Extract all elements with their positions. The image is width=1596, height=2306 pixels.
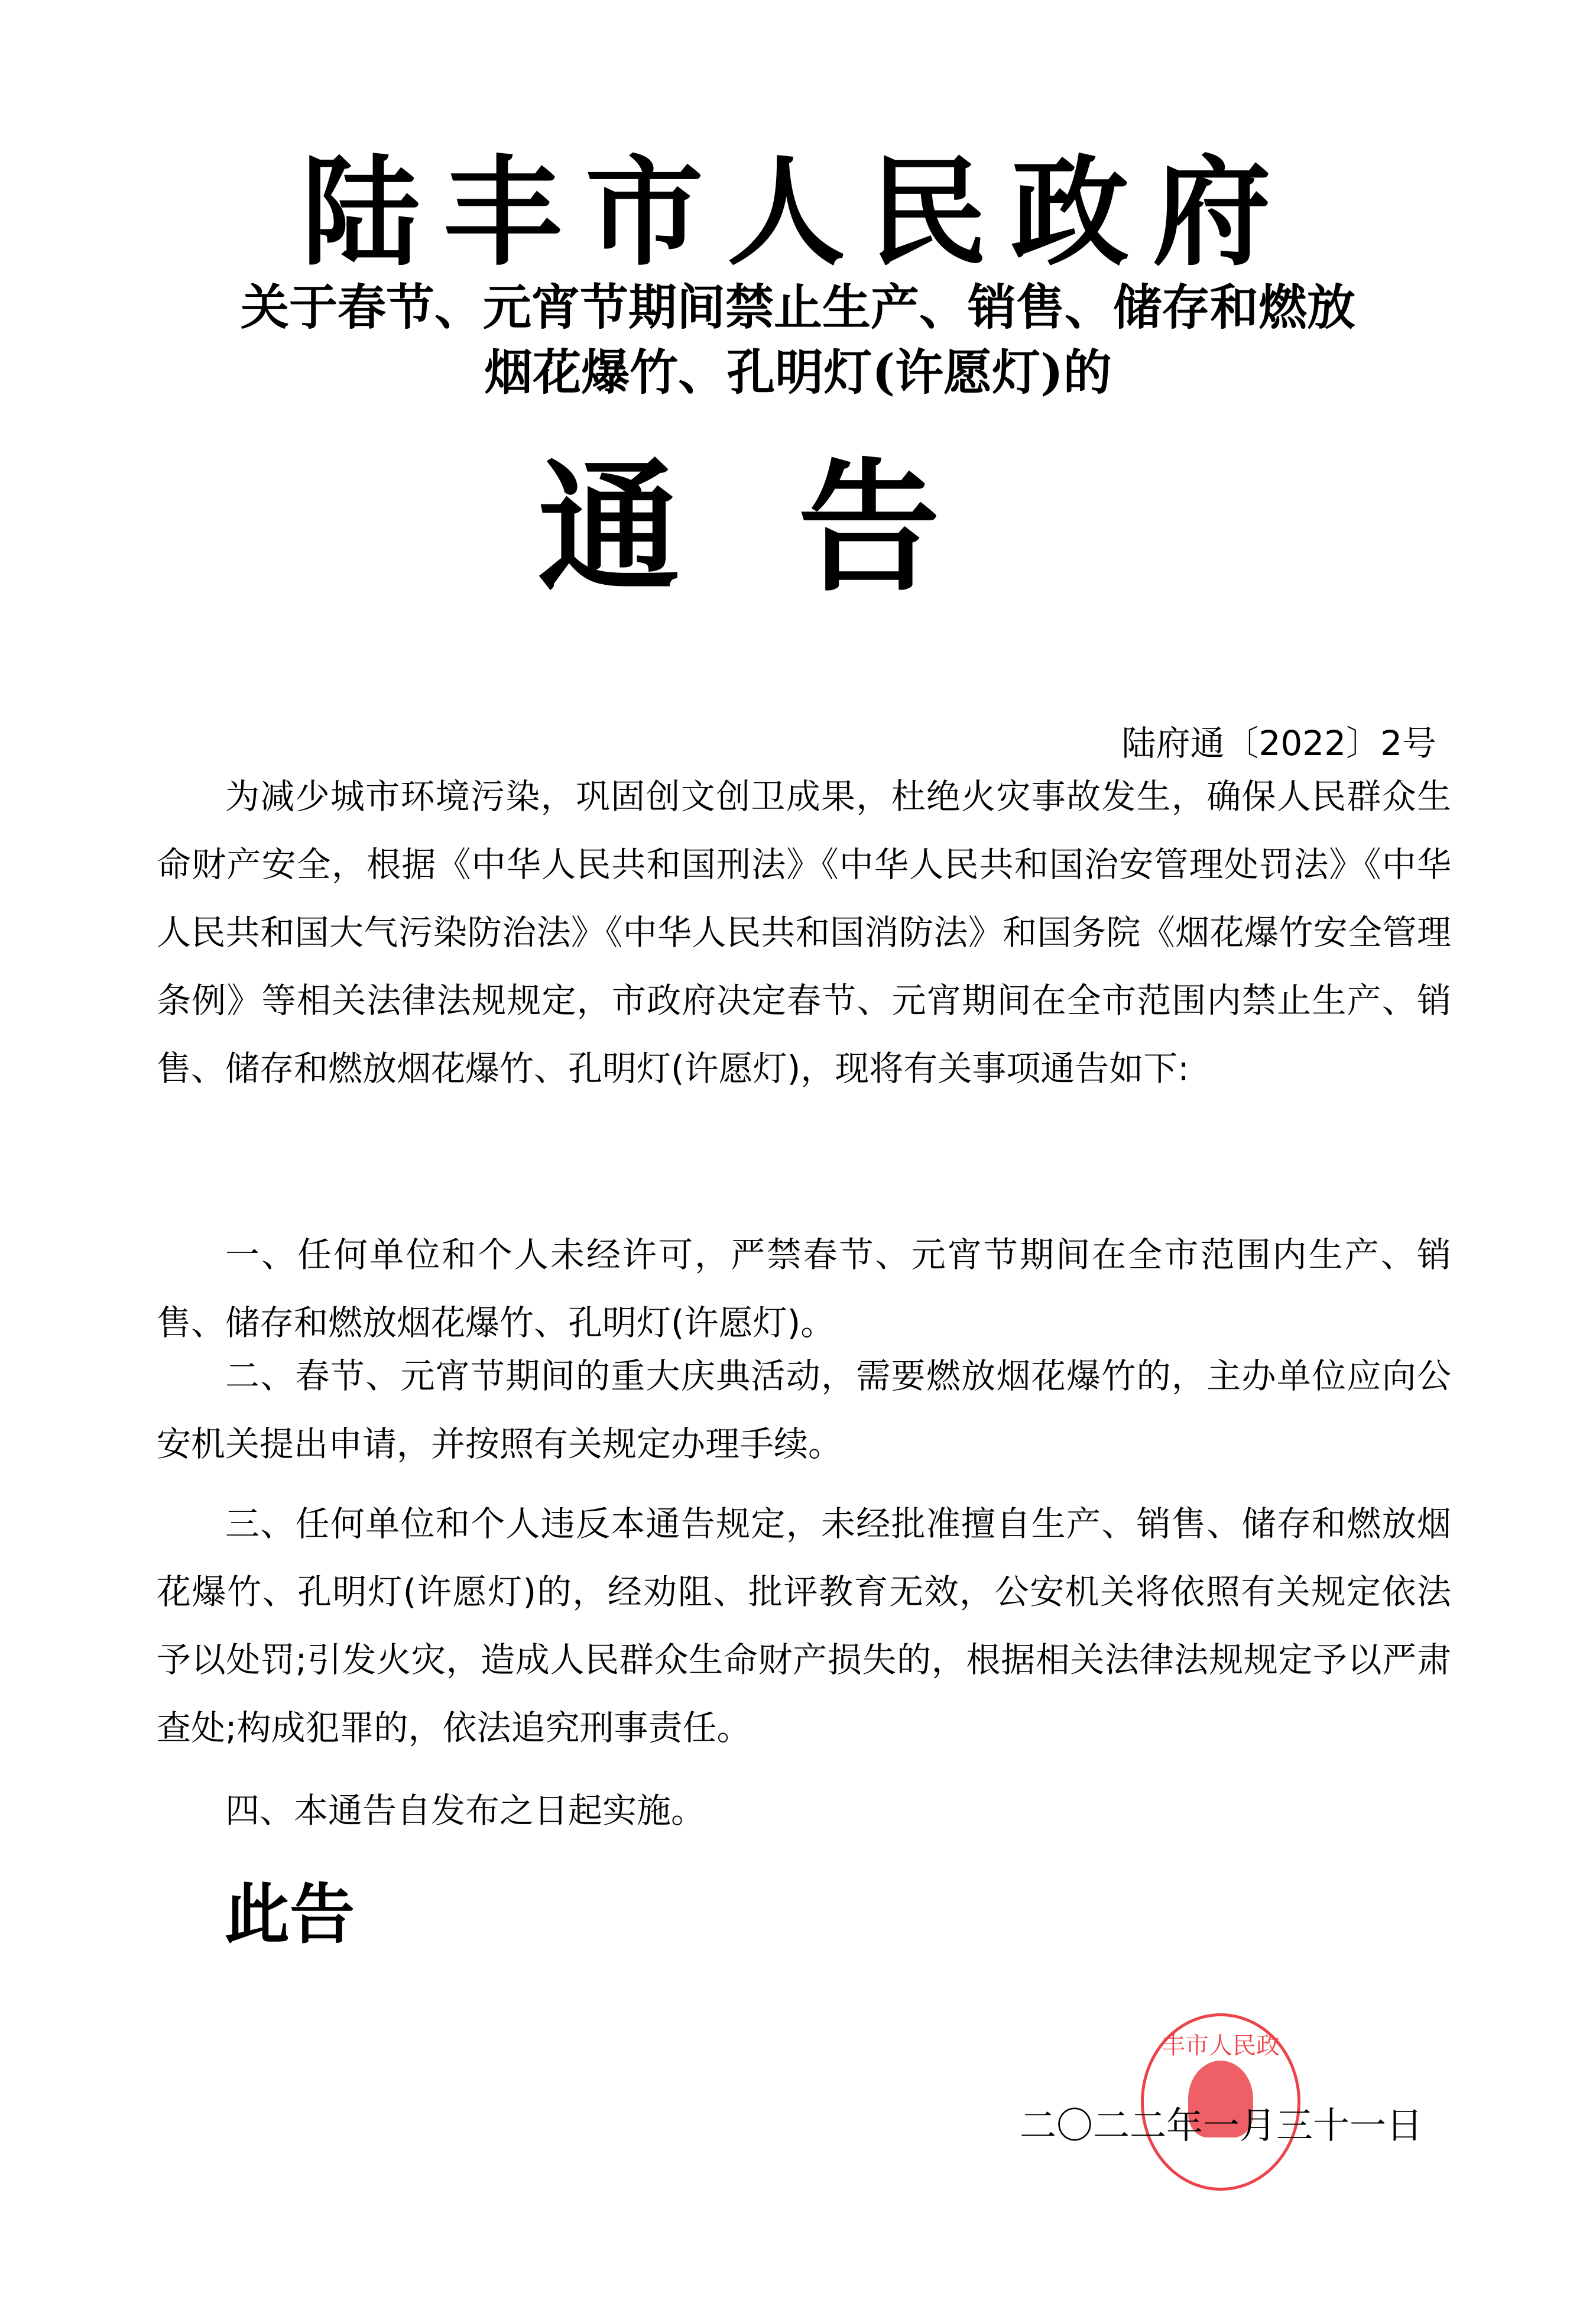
subtitle-line-1: 关于春节、元宵节期间禁止生产、销售、储存和燃放: [240, 279, 1355, 336]
document-number: 陆府通〔2022〕2号: [1121, 723, 1436, 763]
item-4: 四、本通告自发布之日起实施。: [225, 1790, 706, 1831]
preamble-paragraph: 为减少城市环境污染，巩固创文创卫成果，杜绝火灾事故发生，确保人民群众生命财产安全，根据《中华人民共和国刑法》《中华人民共和国治安管理处罚法》《中华人民共和国大气污染防治法》《中华人民共和国消防法》和国务院《烟花爆竹安全管理条例》等相关法律法规规定，市政府决定春节、元宵期间在全市范围内禁止生产、销售、储存和燃放烟花爆竹、孔明灯(许愿灯)，现将有关事项通告如下:: [157, 776, 1451, 1089]
issuer-title: 陆丰市人民政府: [301, 143, 1295, 282]
subtitle-line-2: 烟花爆竹、孔明灯(许愿灯)的: [484, 344, 1112, 401]
seal-text: 丰市人民政: [1162, 2032, 1280, 2059]
item-1: 一、任何单位和个人未经许可，严禁春节、元宵节期间在全市范围内生产、销售、储存和燃放烟花爆竹、孔明灯(许愿灯)。: [157, 1235, 1451, 1343]
issue-date: 二〇二二年一月三十一日: [1020, 2104, 1423, 2147]
document-type-heading: 通告: [538, 444, 1058, 611]
item-2: 二、春节、元宵节期间的重大庆典活动，需要燃放烟花爆竹的，主办单位应向公安机关提出申请，并按照有关规定办理手续。: [157, 1356, 1451, 1464]
item-3: 三、任何单位和个人违反本通告规定，未经批准擅自生产、销售、储存和燃放烟花爆竹、孔明灯(许愿灯)的，经劝阻、批评教育无效，公安机关将依照有关规定依法予以处罚;引发火灾，造成人民群众生命财产损失的，根据相关法律法规规定予以严肃查处;构成犯罪的，依法追究刑事责任。: [157, 1504, 1451, 1748]
closing-text: 此告: [225, 1876, 355, 1952]
